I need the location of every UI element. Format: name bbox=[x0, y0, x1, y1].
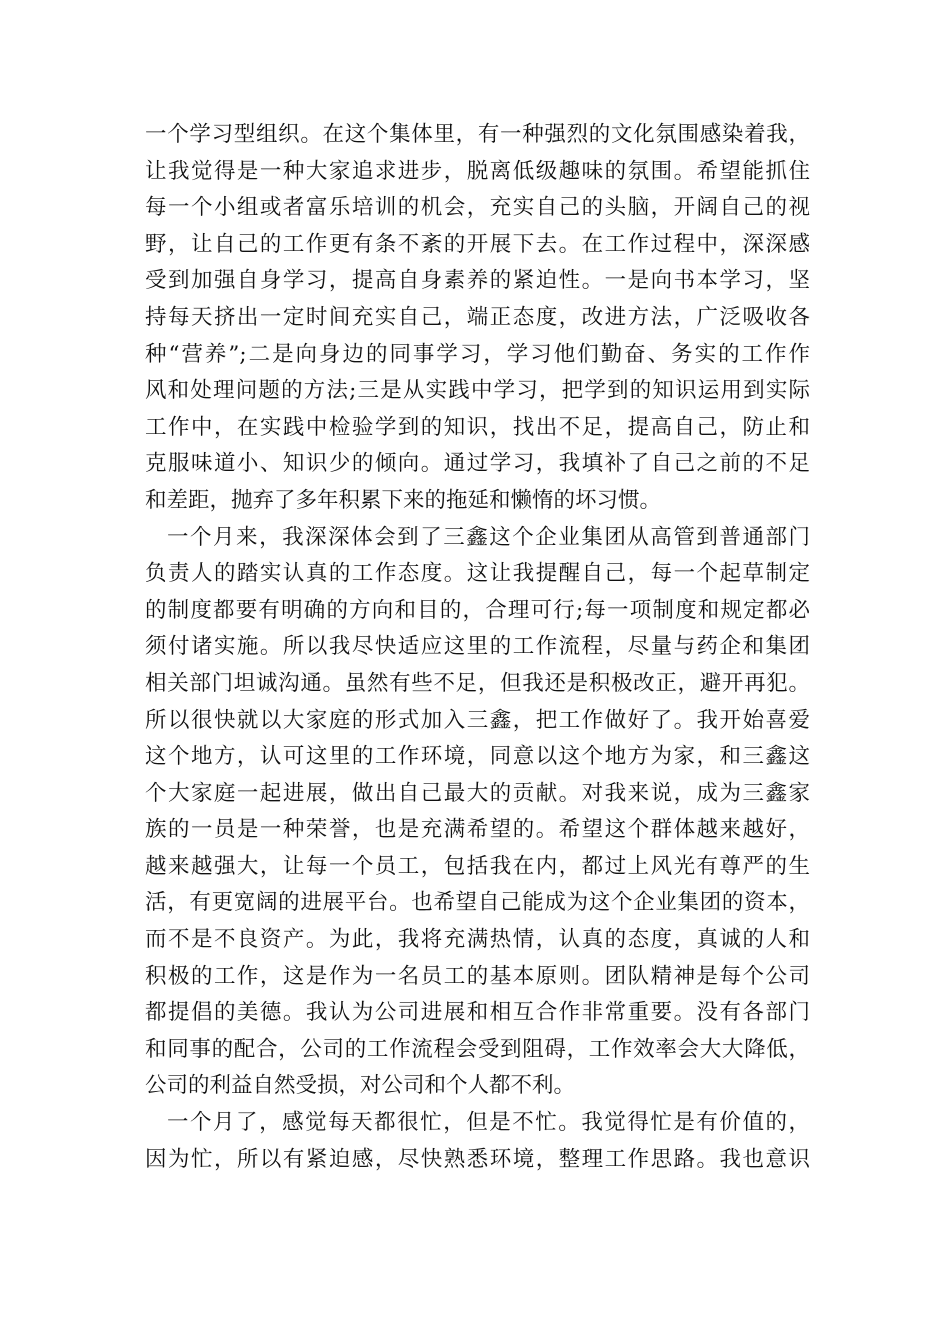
text-line-paragraph-end: 和差距，抛弃了多年积累下来的拖延和懒惰的坏习惯。 bbox=[145, 487, 662, 513]
text-line: 负责人的踏实认真的工作态度。这让我提醒自己，每一个起草制定 bbox=[145, 561, 810, 587]
text-line: 而不是不良资产。为此，我将充满热情，认真的态度，真诚的人和 bbox=[145, 927, 810, 953]
text-line: 种“营养”;二是向身边的同事学习，学习他们勤奋、务实的工作作 bbox=[145, 341, 810, 367]
text-line: 受到加强自身学习，提高自身素养的紧迫性。一是向书本学习，坚 bbox=[145, 268, 810, 294]
text-line: 活，有更宽阔的进展平台。也希望自己能成为这个企业集团的资本， bbox=[145, 890, 810, 916]
text-line: 越来越强大，让每一个员工，包括我在内，都过上风光有尊严的生 bbox=[145, 853, 810, 879]
text-line: 每一个小组或者富乐培训的机会，充实自己的头脑，开阔自己的视 bbox=[145, 195, 810, 221]
text-line: 个大家庭一起进展，做出自己最大的贡献。对我来说，成为三鑫家 bbox=[145, 780, 810, 806]
text-line: 一个学习型组织。在这个集体里，有一种强烈的文化氛围感染着我， bbox=[145, 122, 810, 147]
text-line: 野，让自己的工作更有条不紊的开展下去。在工作过程中，深深感 bbox=[145, 231, 810, 257]
text-line: 都提倡的美德。我认为公司进展和相互合作非常重要。没有各部门 bbox=[145, 1000, 810, 1026]
text-line: 须付诸实施。所以我尽快适应这里的工作流程，尽量与药企和集团 bbox=[145, 634, 810, 660]
text-line: 的制度都要有明确的方向和目的，合理可行;每一项制度和规定都必 bbox=[145, 597, 810, 623]
text-line: 持每天挤出一定时间充实自己，端正态度，改进方法，广泛吸收各 bbox=[145, 304, 810, 330]
text-line: 因为忙，所以有紧迫感，尽快熟悉环境，整理工作思路。我也意识 bbox=[145, 1146, 810, 1172]
text-line: 相关部门坦诚沟通。虽然有些不足，但我还是积极改正，避开再犯。 bbox=[145, 670, 810, 696]
paragraph-first-line: 一个月来，我深深体会到了三鑫这个企业集团从高管到普通部门 bbox=[167, 524, 810, 550]
text-line: 风和处理问题的方法;三是从实践中学习，把学到的知识运用到实际 bbox=[145, 378, 810, 404]
text-line: 和同事的配合，公司的工作流程会受到阻碍，工作效率会大大降低， bbox=[145, 1036, 810, 1062]
text-line: 克服味道小、知识少的倾向。通过学习，我填补了自己之前的不足 bbox=[145, 451, 810, 477]
text-line: 工作中，在实践中检验学到的知识，找出不足，提高自己，防止和 bbox=[145, 414, 810, 440]
text-line: 所以很快就以大家庭的形式加入三鑫，把工作做好了。我开始喜爱 bbox=[145, 707, 810, 733]
text-line: 这个地方，认可这里的工作环境，同意以这个地方为家，和三鑫这 bbox=[145, 744, 810, 770]
text-line: 让我觉得是一种大家追求进步，脱离低级趣味的氛围。希望能抓住 bbox=[145, 158, 810, 184]
text-line: 积极的工作，这是作为一名员工的基本原则。团队精神是每个公司 bbox=[145, 963, 810, 989]
text-line-paragraph-end: 公司的利益自然受损，对公司和个人都不利。 bbox=[145, 1073, 576, 1099]
body-text bbox=[145, 117, 810, 1178]
paragraph-first-line: 一个月了，感觉每天都很忙，但是不忙。我觉得忙是有价值的， bbox=[167, 1110, 810, 1136]
text-line: 族的一员是一种荣誉，也是充满希望的。希望这个群体越来越好， bbox=[145, 817, 810, 843]
